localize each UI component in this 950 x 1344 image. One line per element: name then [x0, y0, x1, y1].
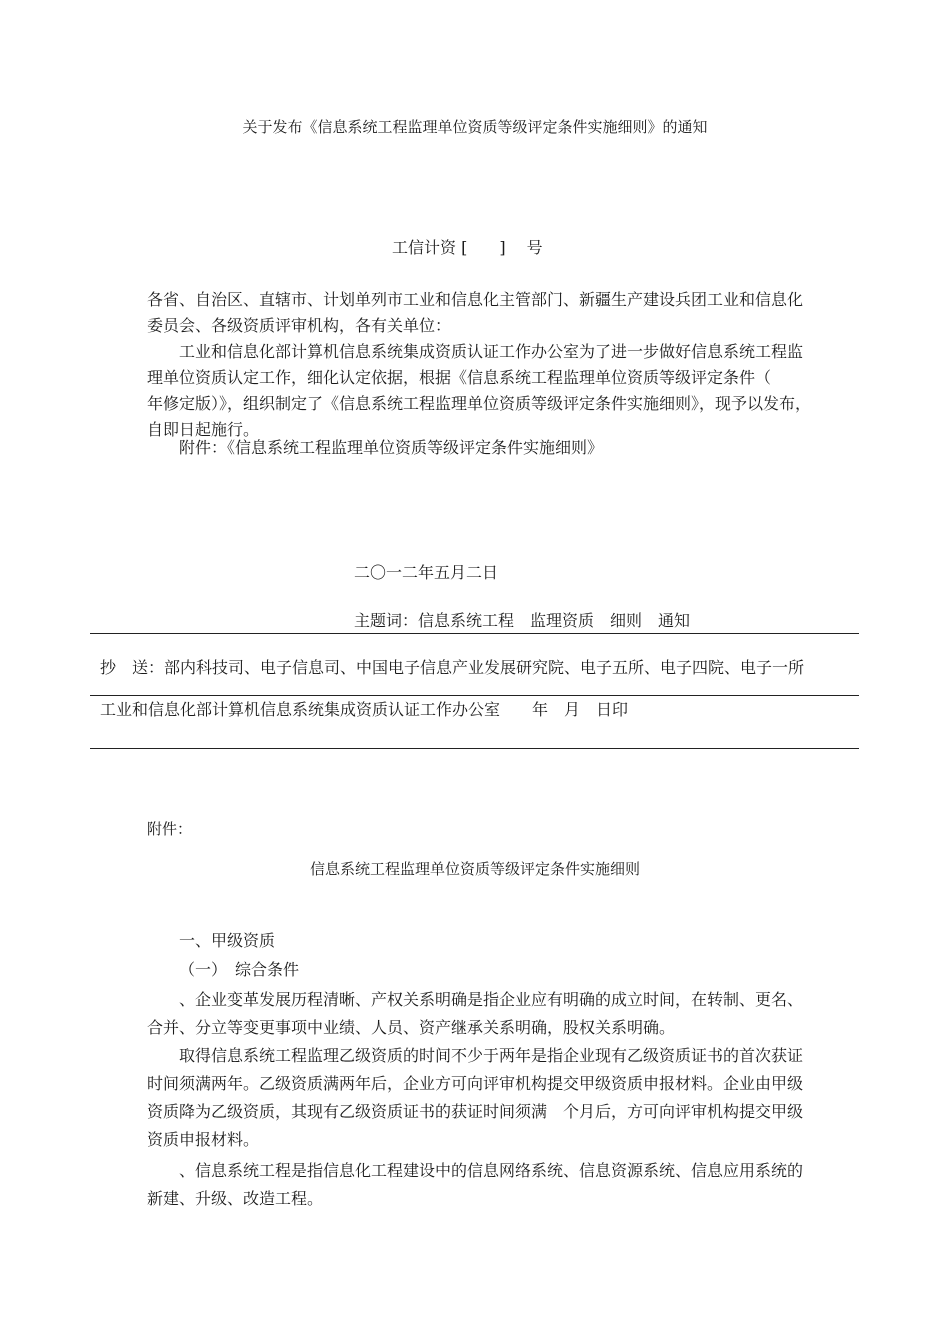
divider-top: [90, 633, 859, 634]
paragraph-2: 取得信息系统工程监理乙级资质的时间不少于两年是指企业现有乙级资质证书的首次获证时间须满两年。乙级资质满两年后，企业方可向评审机构提交甲级资质申报材料。企业由甲级资质降为乙级资质，其现有乙级资质证书的获证时间须满 个月后，方可向评审机构提交甲级资质申报材料。: [147, 1046, 804, 1149]
document-number: 工信计资 [ ] 号: [392, 238, 543, 257]
notice-title: 关于发布《信息系统工程监理单位资质等级评定条件实施细则》的通知: [242, 118, 708, 136]
section-heading: 一、甲级资质: [179, 931, 276, 950]
divider-bottom: [90, 748, 859, 749]
recipients: 各省、自治区、直辖市、计划单列市工业和信息化主管部门、新疆生产建设兵团工业和信息化委员会、各级资质评审机构，各有关单位：: [147, 290, 804, 335]
keywords: 主题词：信息系统工程 监理资质 细则 通知: [354, 611, 691, 630]
appendix-label: 附件：: [147, 820, 193, 838]
appendix-title: 信息系统工程监理单位资质等级评定条件实施细则: [309, 860, 640, 878]
paragraph-1: 、企业变革发展历程清晰、产权关系明确是指企业应有明确的成立时间，在转制、更名、合并、分立等变更事项中业绩、人员、资产继承关系明确，股权关系明确。: [147, 990, 804, 1037]
paragraph-3: 、信息系统工程是指信息化工程建设中的信息网络系统、信息资源系统、信息应用系统的新建、升级、改造工程。: [147, 1161, 804, 1208]
notice-attachment: 附件：《信息系统工程监理单位资质等级评定条件实施细则》: [179, 438, 604, 457]
subsection-heading: （一） 综合条件: [179, 960, 300, 979]
divider-middle: [90, 695, 859, 696]
printed-by: 工业和信息化部计算机信息系统集成资质认证工作办公室 年 月 日印: [100, 700, 629, 719]
notice-body: 工业和信息化部计算机信息系统集成资质认证工作办公室为了进一步做好信息系统工程监理单位资质认定工作，细化认定依据，根据《信息系统工程监理单位资质等级评定条件（ 年修定版）》，组织制定了《信息系统工程监理单位资质等级评定条件实施细则》，现予以发布，自即日起施行。: [147, 342, 812, 439]
cc-list: 抄 送：部内科技司、电子信息司、中国电子信息产业发展研究院、电子五所、电子四院、电子一所: [100, 658, 805, 677]
issue-date: 二〇一二年五月二日: [354, 563, 499, 582]
